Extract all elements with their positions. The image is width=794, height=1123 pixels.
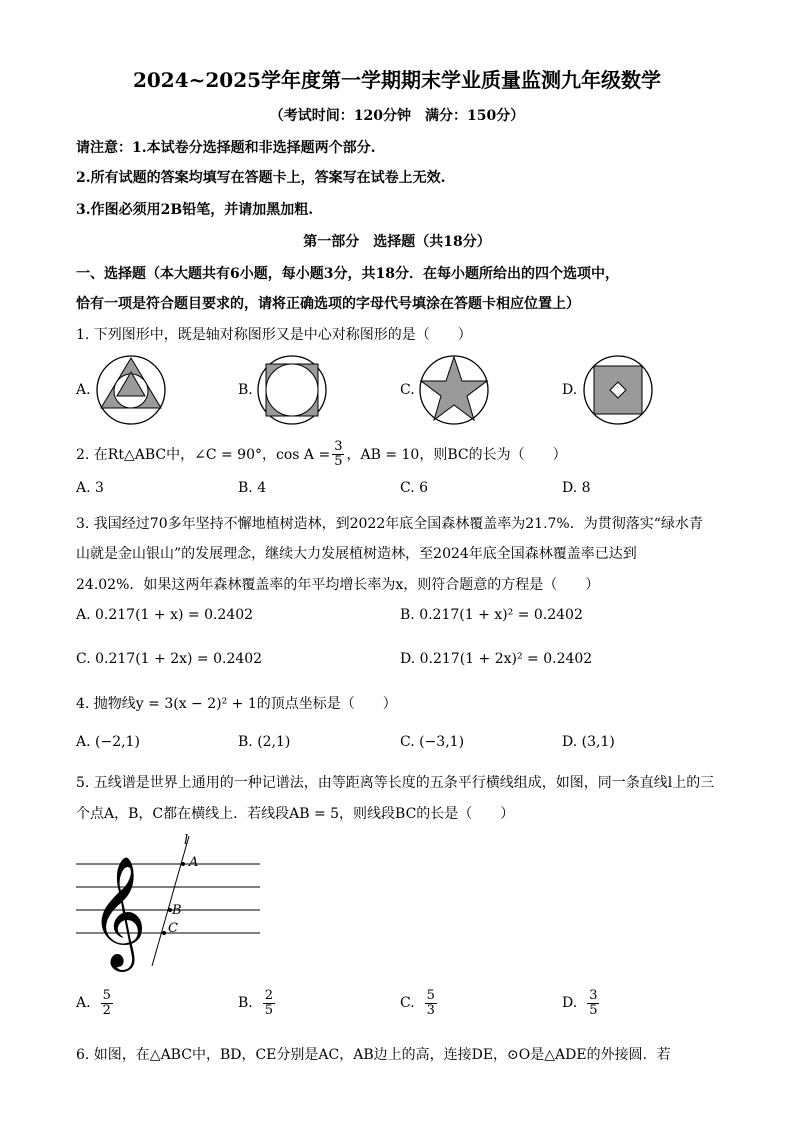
note-2: 2.所有试题的答案均填写在答题卡上，答案写在试卷上无效.: [76, 170, 446, 186]
q5-option-d-fraction: [587, 989, 599, 1018]
point-c: [162, 931, 166, 935]
q4-option-a: A. (−2,1): [76, 734, 140, 750]
page-title: 2024~2025学年度第一学期期末学业质量监测九年级数学: [132, 68, 662, 92]
q1-option-c-label: C.: [400, 382, 415, 398]
q5-staff-figure: [76, 830, 266, 970]
q5-option-c: [400, 986, 439, 1020]
q4-option-c: C. (−3,1): [400, 734, 465, 750]
q5-line-2: 个点A，B，C都在横线上．若线段AB = 5，则线段BC的长是（ ）: [76, 806, 515, 822]
q4-option-b: B. (2,1): [238, 734, 291, 750]
q3-option-c: C. 0.217(1 + 2x) = 0.2402: [76, 651, 263, 667]
q6-line-1: 6. 如图，在△ABC中，BD，CE分别是AC，AB边上的高，连接DE，⊙O是△ADE的外接圆．若: [76, 1047, 671, 1063]
q3-option-d: D. 0.217(1 + 2x)² = 0.2402: [400, 651, 593, 667]
fraction-den: 5: [264, 1002, 274, 1018]
point-a: [181, 862, 185, 866]
q5-option-b-letter: B.: [238, 995, 253, 1011]
q2-stem-post: ，AB = 10，则BC的长为（ ）: [346, 447, 567, 463]
q5-option-d-letter: D.: [562, 995, 578, 1011]
q5-option-a-fraction: [101, 989, 113, 1018]
q5-option-d: [562, 986, 601, 1020]
q1-figure-a: [95, 354, 167, 426]
fraction-den: 2: [102, 1002, 111, 1018]
q2-stem-pre: 2. 在Rt△ABC中，∠C = 90°，cos A =: [76, 447, 331, 463]
q3-option-b: B. 0.217(1 + x)² = 0.2402: [400, 607, 583, 623]
q5-option-c-letter: C.: [400, 995, 415, 1011]
q1-figure-c: [418, 354, 490, 426]
q5-option-a-letter: A.: [76, 995, 91, 1011]
q2-fraction-den: 5: [334, 453, 343, 469]
q5-option-b-fraction: [263, 989, 275, 1018]
q2-option-d: D. 8: [562, 480, 591, 496]
label-a: A: [189, 855, 199, 870]
fraction-num: 5: [426, 987, 435, 1003]
q5-option-b: [238, 986, 277, 1020]
q5-option-c-fraction: [425, 989, 437, 1018]
q2-stem: [76, 438, 567, 470]
q1-option-d-label: D.: [562, 382, 578, 398]
q3-line-3: 24.02%．如果这两年森林覆盖率的年平均增长率为x，则符合题意的方程是（ ）: [76, 577, 600, 593]
fraction-den: 5: [589, 1002, 598, 1018]
q1-figure-d: [582, 354, 654, 426]
q5-line-1: 5. 五线谱是世界上通用的一种记谱法，由等距离等长度的五条平行横线组成，如图，同一条直线l上的三: [76, 775, 715, 791]
q2-fraction-num: 3: [334, 438, 343, 454]
q2-option-c: C. 6: [400, 480, 429, 496]
fraction-num: 5: [102, 987, 111, 1003]
note-3: 3.作图必须用2B铅笔，并请加黑加粗.: [76, 202, 314, 218]
note-1: 请注意：1.本试卷分选择题和非选择题两个部分.: [76, 140, 376, 156]
q2-option-a: A. 3: [76, 480, 104, 496]
label-b: B: [172, 903, 182, 918]
treble-clef-icon: 𝄞: [90, 855, 147, 967]
section-instruction-1: 一、选择题（本大题共有6小题，每小题3分，共18分．在每小题所给出的四个选项中，: [76, 266, 619, 282]
part-title: 第一部分 选择题（共18分）: [303, 234, 491, 250]
q1-figure-b: [256, 354, 328, 426]
exam-info: （考试时间：120分钟 满分：150分）: [269, 108, 525, 124]
q4-stem: 4. 抛物线y = 3(x − 2)² + 1的顶点坐标是（ ）: [76, 696, 397, 712]
q3-line-2: 山就是金山银山”的发展理念，继续大力发展植树造林，至2024年底全国森林覆盖率已达到: [76, 546, 637, 562]
q1-stem: 1. 下列图形中，既是轴对称图形又是中心对称图形的是（ ）: [76, 327, 472, 343]
q2-option-b: B. 4: [238, 480, 267, 496]
q2-fraction: [332, 440, 344, 469]
q4-option-d: D. (3,1): [562, 734, 615, 750]
label-c: C: [168, 921, 178, 936]
q1-option-a-label: A.: [76, 382, 91, 398]
section-instruction-2: 恰有一项是符合题目要求的，请将正确选项的字母代号填涂在答题卡相应位置上）: [76, 296, 580, 312]
fraction-num: 2: [264, 987, 274, 1003]
q3-line-1: 3. 我国经过70多年坚持不懈地植树造林，到2022年底全国森林覆盖率为21.7%．为贯彻落实“绿水青: [76, 516, 703, 532]
fraction-num: 3: [589, 987, 598, 1003]
q1-option-b-label: B.: [238, 382, 253, 398]
label-l: l: [184, 833, 189, 848]
fraction-den: 3: [426, 1002, 435, 1018]
line-l: [152, 836, 189, 966]
q5-option-a: [76, 986, 115, 1020]
q3-option-a: A. 0.217(1 + x) = 0.2402: [76, 607, 254, 623]
